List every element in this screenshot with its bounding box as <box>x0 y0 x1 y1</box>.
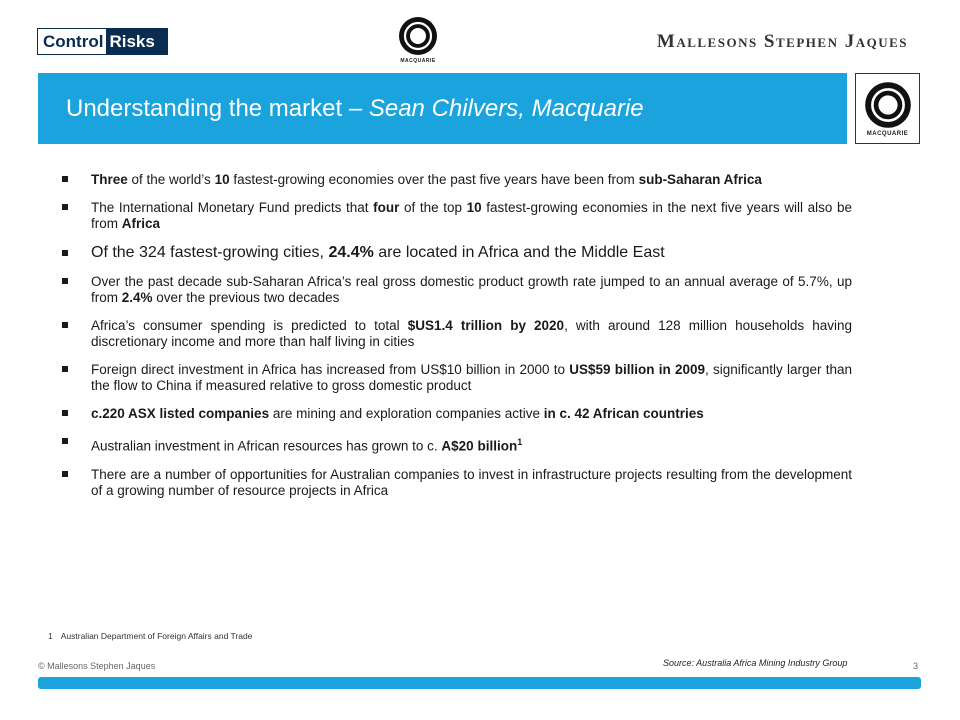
bullet-text-segment: The International Monetary Fund predicts that <box>91 200 374 215</box>
msj-logo: Mallesons Stephen Jaques <box>656 31 908 52</box>
bullet-text-segment: Over the past decade sub-Saharan Africa’s real gross domestic product growth rate jumped to an annual average of 5.7%, up from <box>91 274 852 305</box>
title-banner <box>38 73 847 144</box>
bullet-text-segment: 2.4% <box>121 290 153 305</box>
control-risks-logo-part1: Control <box>38 29 106 54</box>
bullet-text-segment: fastest-growing economies over the past five years have been from <box>229 172 639 187</box>
bullet-text-segment: Africa’s consumer spending is predicted to total <box>91 318 408 333</box>
macquarie-caption: MACQUARIE <box>866 130 909 137</box>
bullet-text-segment: c.220 ASX listed companies <box>91 406 270 421</box>
bullet-text-segment: 1 <box>517 437 523 447</box>
title-speaker: Sean Chilvers, Macquarie <box>368 94 644 122</box>
bullet-text-segment: A$20 billion <box>441 438 518 454</box>
bullet-text-segment: of the top <box>399 200 467 215</box>
bullet-text-segment: , significantly larger than the flow to China if measured relative to gross domestic product <box>91 362 852 393</box>
bullet-item <box>62 172 852 188</box>
square-bullet-icon <box>62 410 68 416</box>
page-title <box>66 95 644 123</box>
square-bullet-icon <box>62 471 68 477</box>
bullet-text-segment: are located in Africa and the Middle East <box>373 244 665 261</box>
square-bullet-icon <box>62 204 68 210</box>
bullet-text-segment: fastest-growing economies in the next five years will also be from <box>91 200 852 231</box>
bullet-text-segment: Australian investment in African resources has grown to c. <box>91 438 442 454</box>
bullet-item <box>62 434 852 455</box>
page-number: 3 <box>912 661 918 671</box>
bullet-text-segment: US$59 billion in 2009 <box>569 362 705 377</box>
bullet-text-segment: over the previous two decades <box>152 290 340 305</box>
title-main: Understanding the market – <box>66 94 369 122</box>
macquarie-logo-box <box>855 73 920 144</box>
bullet-text-segment: are mining and exploration companies active <box>269 406 544 421</box>
bullet-text-segment: There are a number of opportunities for Australian companies to invest in infrastructure projects resulting from the development of a growing number of resource projects in Africa <box>91 466 852 498</box>
macquarie-holey-dollar-icon <box>398 16 438 56</box>
bullet-text-segment: Foreign direct investment in Africa has increased from US$10 billion in 2000 to <box>91 362 570 377</box>
macquarie-logo-top <box>394 16 442 64</box>
source-note: Source: Australia Africa Mining Industry Group <box>663 658 848 668</box>
bullet-item <box>62 406 852 422</box>
footnote-text: Australian Department of Foreign Affairs and Trade <box>60 631 253 641</box>
control-risks-logo <box>37 28 168 55</box>
macquarie-caption: MACQUARIE <box>400 58 436 64</box>
bullet-list <box>62 172 852 511</box>
bullet-text-segment: Three <box>91 172 128 187</box>
square-bullet-icon <box>62 438 68 444</box>
bullet-item <box>62 200 852 232</box>
control-risks-logo-part2: Risks <box>106 29 167 54</box>
bottom-bar <box>38 677 921 689</box>
square-bullet-icon <box>62 250 68 256</box>
bullet-item <box>62 467 852 499</box>
bullet-text-segment: $US1.4 trillion by 2020 <box>407 318 565 333</box>
bullet-item <box>62 362 852 394</box>
bullet-item <box>62 318 852 350</box>
macquarie-holey-dollar-icon <box>864 81 912 129</box>
square-bullet-icon <box>62 366 68 372</box>
footnote <box>48 631 252 641</box>
bullet-text-segment: Of the 324 fastest-growing cities, <box>91 244 329 261</box>
bullet-item <box>62 244 852 262</box>
bullet-text-segment: 24.4% <box>328 244 374 261</box>
square-bullet-icon <box>62 278 68 284</box>
bullet-text-segment: 10 <box>466 200 482 215</box>
bullet-text-segment: in c. 42 African countries <box>543 406 704 421</box>
bullet-text-segment: of the world’s <box>127 172 215 187</box>
bullet-text-segment: Africa <box>121 216 161 231</box>
footnote-number: 1 <box>48 631 53 641</box>
bullet-text-segment: 10 <box>214 172 230 187</box>
square-bullet-icon <box>62 176 68 182</box>
copyright: © Mallesons Stephen Jaques <box>38 661 156 671</box>
bullet-text-segment: , with around 128 million households having discretionary income and more than half living in cities <box>91 318 853 349</box>
square-bullet-icon <box>62 322 68 328</box>
bullet-text-segment: four <box>373 200 400 215</box>
bullet-item <box>62 274 852 306</box>
bullet-text-segment: sub-Saharan Africa <box>638 172 762 187</box>
